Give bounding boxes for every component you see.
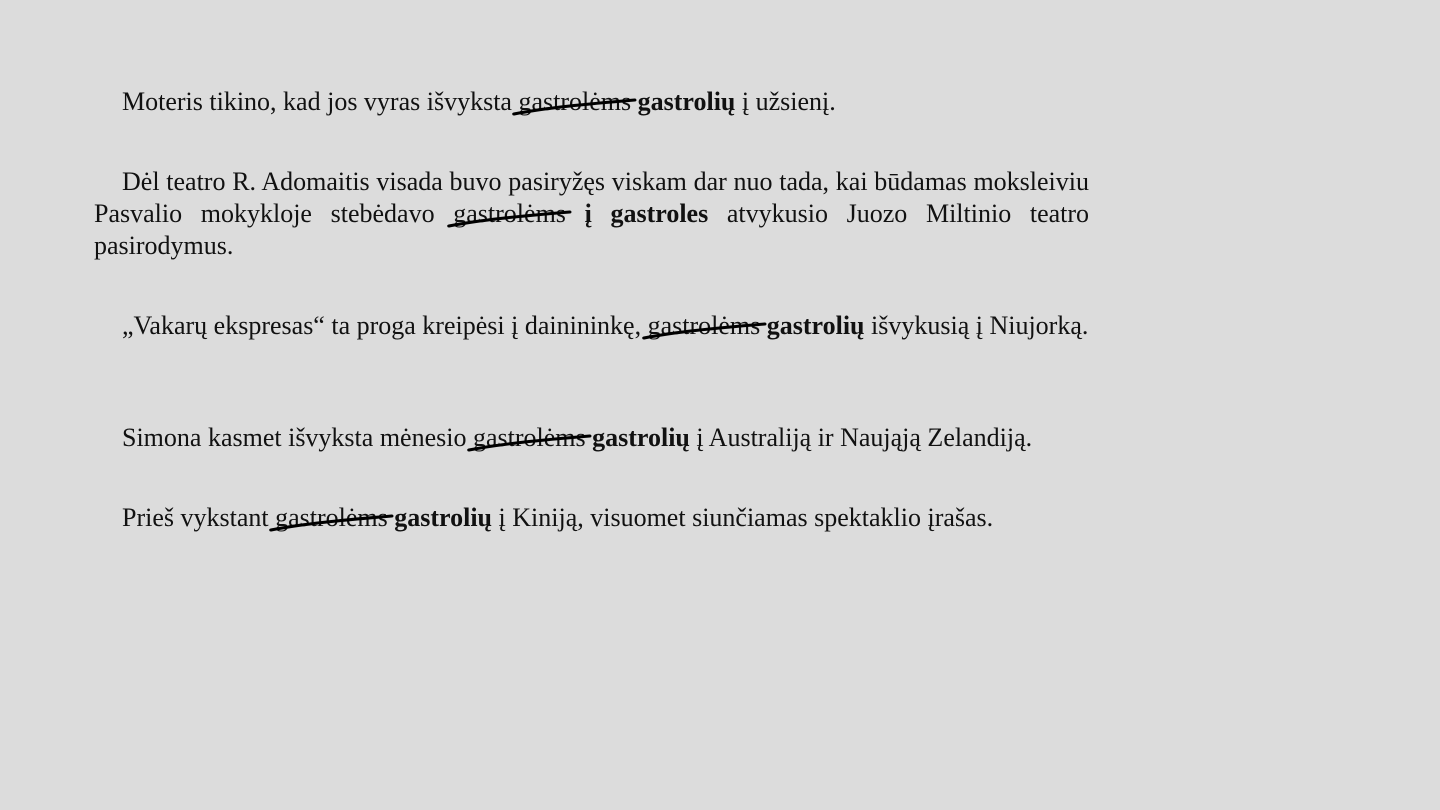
struck-word-text: gastrolėms	[453, 199, 566, 228]
struck-word-text: gastrolėms	[647, 311, 761, 340]
sentence-2-before: Dėl teatro R. Adomaitis visada buvo pasiryžęs viskam dar nuo tada, kai būdamas moksleiviu Pasvalio mokykloje stebėdavo	[94, 167, 1089, 228]
sentence-4-before: Simona kasmet išvyksta mėnesio	[122, 423, 473, 452]
struck-word	[648, 310, 761, 342]
correction: gastrolių	[637, 87, 736, 116]
sentence-4	[94, 422, 1089, 454]
struck-word	[453, 198, 566, 230]
correction: gastrolių	[592, 423, 690, 452]
document-slide	[94, 0, 1089, 810]
sentence-4-after: į Australiją ir Naująją Zelandiją.	[689, 423, 1033, 452]
struck-word-text: gastrolėms	[275, 503, 388, 532]
struck-word	[275, 502, 388, 534]
sentence-5-after: į Kiniją, visuomet siunčiamas spektaklio įrašas.	[492, 503, 994, 532]
sentence-2	[94, 166, 1089, 262]
sentence-1-before: Moteris tikino, kad jos vyras išvyksta	[122, 87, 519, 116]
struck-word	[518, 86, 631, 118]
struck-word	[473, 422, 586, 454]
sentence-3	[94, 310, 1089, 342]
correction: gastrolių	[394, 503, 493, 532]
sentence-3-after: išvykusią į Niujorką.	[864, 311, 1089, 340]
sentence-2-after: atvykusio Juozo Miltinio teatro pasirodymus.	[94, 199, 1090, 260]
sentence-3-before: „Vakarų ekspresas“ ta proga kreipėsi į dainininkę,	[122, 311, 648, 340]
sentence-1	[94, 86, 1089, 118]
struck-word-text: gastrolėms	[518, 87, 632, 116]
sentence-1-after: į užsienį.	[735, 87, 836, 116]
sentence-5-before: Prieš vykstant	[122, 503, 276, 532]
correction: gastrolių	[766, 311, 865, 340]
correction: į gastroles	[584, 199, 709, 228]
struck-word-text: gastrolėms	[472, 423, 586, 452]
sentence-5	[94, 502, 1089, 534]
